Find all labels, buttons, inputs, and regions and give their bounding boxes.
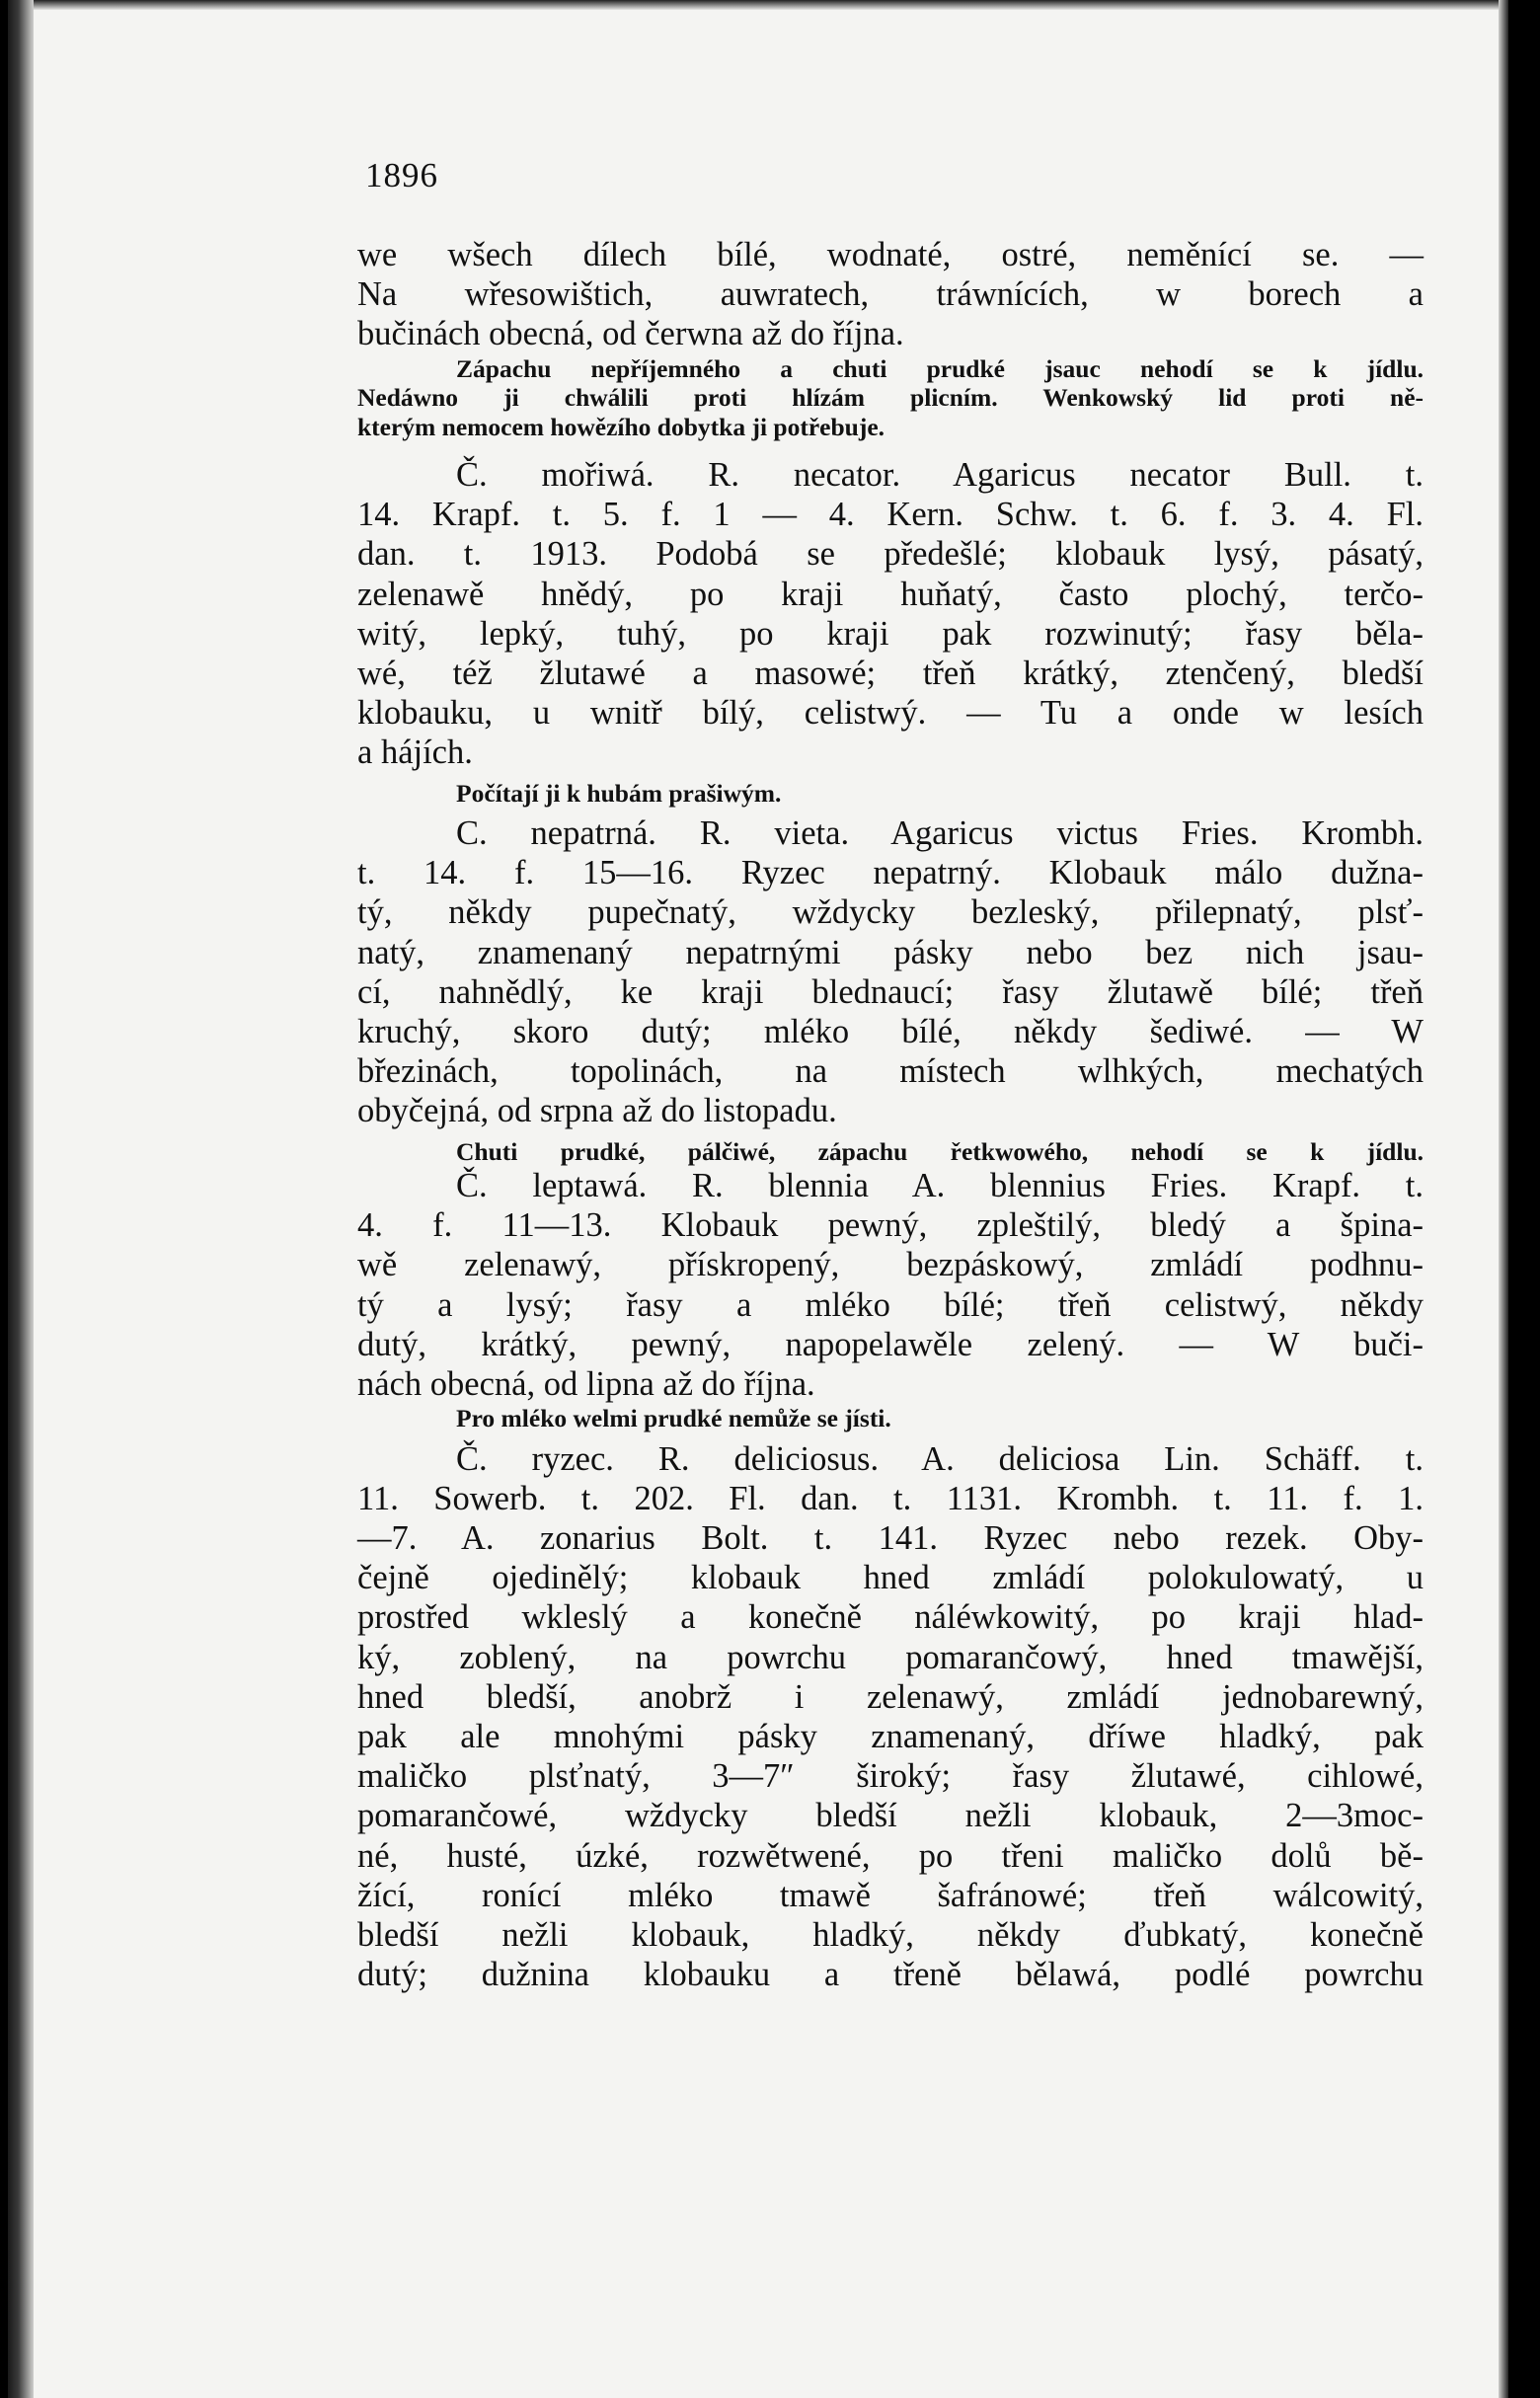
note-line: Zápachu nepříjemného a chuti prudké jsauc nehodí se k jídlu. [456,353,1424,383]
text-line: zelenawě hnědý, po kraji huňatý, často plochý, terčo- [357,575,1424,613]
page-right-shadow [1499,0,1508,2398]
text-line: tý, někdy pupečnatý, wždycky bezleský, přilepnatý, plsť- [357,893,1424,932]
page-number: 1896 [365,156,438,194]
text-line: tý a lysý; řasy a mléko bílé; třeň celistwý, někdy [357,1285,1424,1324]
text-line: dutý; dužnina klobauku a třeně bělawá, podlé powrchu [357,1956,1424,1994]
note-line: Počítají ji k hubám prašiwým. [456,778,782,808]
text-line: hned bledší, anobrž i zelenawý, zmládí jednobarewný, [357,1677,1424,1716]
text-line: natý, znamenaný nepatrnými pásky nebo bez nich jsau- [357,933,1424,971]
text-line: t. 14. f. 15—16. Ryzec nepatrný. Klobauk málo dužna- [357,854,1424,892]
text-line: prostřed wkleslý a konečně náléwkowitý, po kraji hlad- [357,1598,1424,1637]
body-text [357,235,1424,1994]
note-line: Pro mléko welmi prudké nemůže se jísti. [456,1404,891,1433]
text-line: dan. t. 1913. Podobá se předešlé; klobauk lysý, pásatý, [357,535,1424,574]
text-line: 4. f. 11—13. Klobauk pewný, zpleštilý, bledý a špina- [357,1206,1424,1245]
text-line: pak ale mnohými pásky znamenaný, dříwe hladký, pak [357,1718,1424,1755]
entry-heading-line: Č. leptawá. R. blennia A. blennius Fries. Krapf. t. [456,1167,1424,1205]
text-line: cí, nahnědlý, ke kraji blednaucí; řasy žlutawě bílé; třeň [357,972,1424,1011]
note-line: kterým nemocem howězího dobytka ji potřebuje. [357,412,886,441]
text-line: žící, ronící mléko tmawě šafránowé; třeň wálcowitý, [357,1876,1424,1914]
text-line: —7. A. zonarius Bolt. t. 141. Ryzec nebo rezek. Oby- [357,1519,1424,1558]
entry-heading-line: Č. ryzec. R. deliciosus. A. deliciosa Lin. Schäff. t. [456,1439,1424,1478]
text-line: a hájích. [357,734,473,772]
note-line: Nedáwno ji chwálili proti hlízám plicním. Wenkowský lid proti ně- [357,383,1424,413]
text-line: čejně ojedinělý; klobauk hned zmládí polokulowatý, u [357,1559,1424,1597]
page-top-shadow [8,0,1508,10]
text-line: wé, též žlutawé a masowé; třeň krátký, ztenčený, bledší [357,655,1424,692]
entry-heading-line: Č. mořiwá. R. necator. Agaricus necator Bull. t. [456,456,1424,495]
text-line: né, husté, úzké, rozwětwené, po třeni maličko dolů bě- [357,1836,1424,1875]
entry-heading-line: C. nepatrná. R. vieta. Agaricus victus Fries. Krombh. [456,814,1424,853]
page-gutter-shadow [8,0,34,2398]
text-line: obyčejná, od srpna až do listopadu. [357,1092,837,1130]
text-line: ký, zoblený, na powrchu pomarančowý, hned tmawější, [357,1638,1424,1676]
text-line: 11. Sowerb. t. 202. Fl. dan. t. 1131. Krombh. t. 11. f. 1. [357,1479,1424,1517]
text-line: klobauku, u wnitř bílý, celistwý. — Tu a onde w lesích [357,694,1424,733]
text-line: dutý, krátký, pewný, napopelawěle zelený. — W buči- [357,1325,1424,1363]
text-line: 14. Krapf. t. 5. f. 1 — 4. Kern. Schw. t. 6. f. 3. 4. Fl. [357,496,1424,534]
text-line: nách obecná, od lipna až do října. [357,1365,815,1403]
text-line: březinách, topolinách, na místech wlhkých, mechatých [357,1052,1424,1091]
text-line: bledší nežli klobauk, hladký, někdy ďubkatý, konečně [357,1915,1424,1954]
text-line: wě zelenawý, přískropený, bezpáskowý, zmládí podhnu- [357,1246,1424,1284]
text-line: Na wřesowištich, auwratech, tráwnících, w borech a [357,275,1424,314]
text-line: pomarančowé, wždycky bledší nežli klobauk, 2—3moc- [357,1797,1424,1835]
text-line: we wšech dílech bílé, wodnaté, ostré, neměnící se. — [357,236,1424,273]
text-line: kruchý, skoro dutý; mléko bílé, někdy šediwé. — W [357,1013,1424,1050]
note-line: Chuti prudké, pálčiwé, zápachu řetkwowého, nehodí se k jídlu. [456,1136,1424,1166]
text-line: maličko plsťnatý, 3—7″ široký; řasy žlutawé, cihlowé, [357,1757,1424,1796]
text-line: witý, lepký, tuhý, po kraji pak rozwinutý; řasy běla- [357,614,1424,653]
text-line: bučinách obecná, od čerwna až do října. [357,315,904,353]
